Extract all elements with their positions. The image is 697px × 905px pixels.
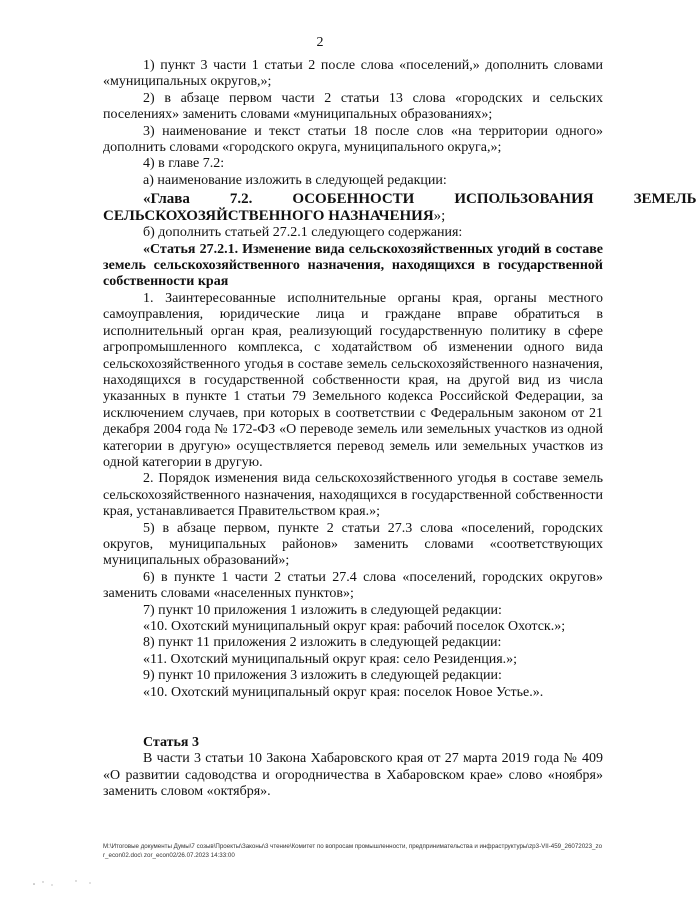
paragraph: 9) пункт 10 приложения 3 изложить в следующей редакции: bbox=[143, 668, 502, 684]
paragraph: 3) наименование и текст статьи 18 после слов «на территории одного» дополнить словами «городского округа, муниципального округа,»; bbox=[103, 123, 603, 156]
scan-specks-decoration bbox=[30, 876, 110, 890]
paragraph: В части 3 статьи 10 Закона Хабаровского края от 27 марта 2019 года № 409 «О развитии садоводства и огородничества в Хабаровском крае» слово «ноября» заменить словом «октября». bbox=[103, 751, 603, 800]
chapter-word: ИСПОЛЬЗОВАНИЯ bbox=[454, 191, 594, 208]
chapter-title-tail: »; bbox=[433, 208, 446, 225]
document-body bbox=[103, 58, 697, 801]
paragraph: 6) в пункте 1 части 2 статьи 27.4 слова «поселений, городских округов» заменить словами «населенных пунктов»; bbox=[103, 569, 603, 602]
paragraph: 7) пункт 10 приложения 1 изложить в следующей редакции: bbox=[143, 602, 502, 618]
paragraph: б) дополнить статьей 27.2.1 следующего содержания: bbox=[143, 225, 463, 241]
section-gap bbox=[103, 701, 603, 735]
paragraph: 1) пункт 3 части 1 статьи 2 после слова «поселений,» дополнить словами «муниципальных округов,»; bbox=[103, 58, 603, 90]
paragraph: «10. Охотский муниципальный округ края: рабочий поселок Охотск.»; bbox=[143, 619, 566, 634]
article3-body bbox=[103, 751, 603, 800]
page-number: 2 bbox=[316, 35, 324, 50]
paragraph: «11. Охотский муниципальный округ края: село Резиденция.»; bbox=[143, 651, 518, 667]
paragraph: 5) в абзаце первом, пункте 2 статьи 27.3 слова «поселений, городских округов, муниципальных районов» заменить словами «соответствующих муниципальных образований»; bbox=[103, 520, 603, 569]
section-title: Статья 3 bbox=[143, 735, 199, 751]
paragraph: 1. Заинтересованные исполнительные органы края, органы местного самоуправления, юридические лица и граждане вправе обратиться в исполнительный орган края, реализующий государственную политику в сфере агропромышленного комплекса, с ходатайством об изменении одного вида сельскохозяйственного угодья в составе земель сельскохозяйственного назначения, находящихся в государственной собственности края, на другой вид из числа указанных в пункте 1 статьи 79 Земельного кодекса Российской Федерации, за исключением случаев, при которых в соответствии с Федеральным законом от 21 декабря 2004 года № 172-ФЗ «О переводе земель или земельных участков из одной категории в другую» осуществляется перевод земель или земельных участков из одной категории в другую. bbox=[103, 290, 603, 470]
amendment-list-part3 bbox=[103, 291, 603, 701]
paragraph: 2) в абзаце первом части 2 статьи 13 слова «городских и сельских поселениях» заменить словами «муниципальных образованиях»; bbox=[103, 90, 603, 123]
paragraph: 4) в главе 7.2: bbox=[143, 156, 225, 172]
amendment-list-part2 bbox=[103, 225, 603, 241]
article-heading: «Статья 27.2.1. Изменение вида сельскохозяйственных угодий в составе земель сельскохозяйственного назначения, находящихся в государственной собственности края bbox=[103, 241, 603, 290]
paragraph: а) наименование изложить в следующей редакции: bbox=[143, 172, 447, 188]
chapter-word: ОСОБЕННОСТИ bbox=[292, 191, 415, 208]
chapter-word: ЗЕМЕЛЬ bbox=[633, 191, 697, 208]
chapter-word: 7.2. bbox=[229, 191, 253, 208]
chapter-heading-line1 bbox=[103, 191, 697, 208]
paragraph: 2. Порядок изменения вида сельскохозяйственного угодья в составе земель сельскохозяйственного назначения, находящихся в государственной собственности края, устанавливается Правительством края.»; bbox=[103, 471, 603, 520]
paragraph: «10. Охотский муниципальный округ края: поселок Новое Устье.». bbox=[143, 684, 544, 700]
chapter-word: «Глава bbox=[143, 191, 190, 208]
paragraph: 8) пункт 11 приложения 2 изложить в следующей редакции: bbox=[143, 635, 502, 651]
chapter-heading bbox=[103, 191, 697, 225]
chapter-title-text: СЕЛЬСКОХОЗЯЙСТВЕННОГО НАЗНАЧЕНИЯ bbox=[103, 208, 434, 225]
chapter-heading-line2 bbox=[103, 208, 603, 225]
amendment-list-part1 bbox=[103, 58, 603, 189]
footer-file-path: M:\Итоговые документы Думы\7 созыв\Проекты\Законы\3 чтение\Комитет по вопросам промышленности, предпринимательства и инфраструктуры\zp3-VII-459_26072023_zor_econ02.doc\ zor_econ02/26.07.2023 14:33:00 bbox=[103, 843, 603, 859]
